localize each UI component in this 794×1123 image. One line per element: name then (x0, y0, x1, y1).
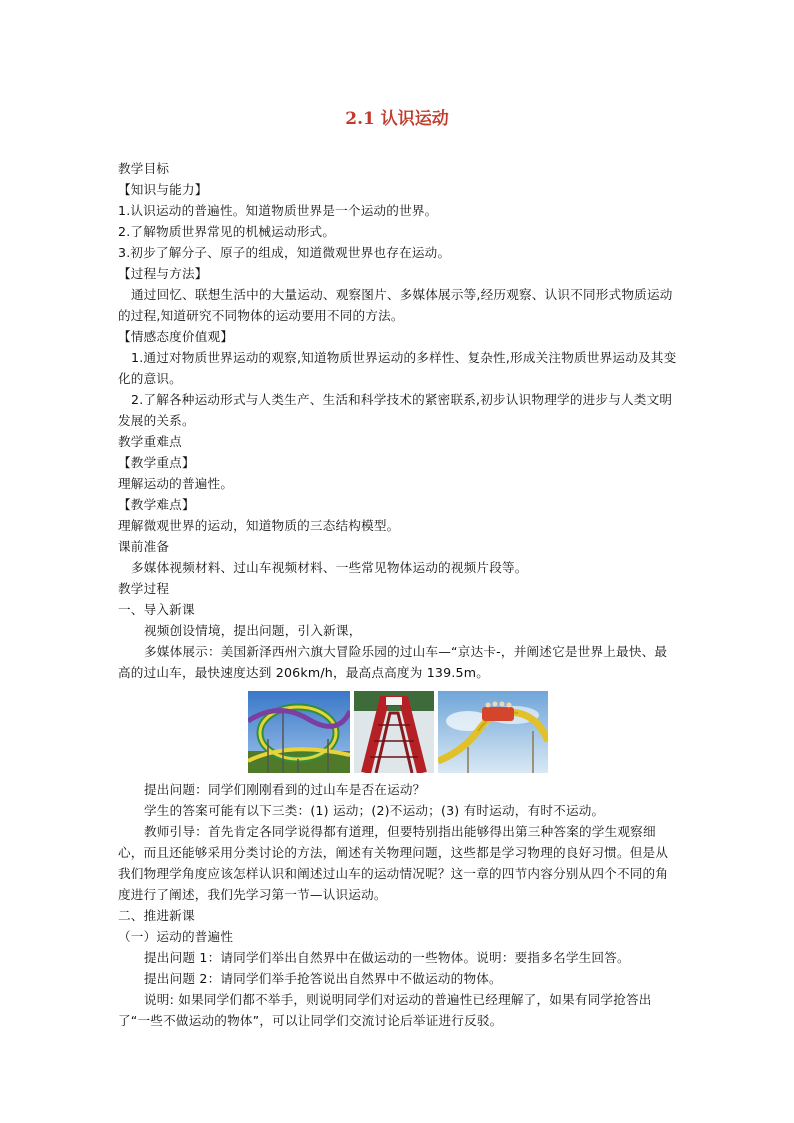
key-difficult-heading: 教学重难点 (118, 434, 182, 449)
process-text: 通过回忆、联想生活中的大量运动、观察图片、多媒体展示等,经历观察、认识不同形式物质运动的过程,知道研究不同物体的运动要用不同的方法。 (118, 287, 673, 323)
emotion-item: 2.了解各种运动形式与人类生产、生活和科学技术的紧密联系,初步认识物理学的进步与人类文明发展的关系。 (118, 392, 673, 428)
goals-heading: 教学目标 (118, 161, 170, 176)
key-text: 理解运动的普遍性。 (118, 476, 234, 491)
part1-heading: 一、导入新课 (118, 602, 195, 617)
roller-coaster-images (118, 691, 678, 773)
document-body (118, 158, 678, 1031)
prep-text: 多媒体视频材料、过山车视频材料、一些常见物体运动的视频片段等。 (131, 560, 528, 575)
process-main-heading: 教学过程 (118, 581, 170, 596)
process-heading: 【过程与方法】 (118, 266, 208, 281)
knowledge-item: 1.认识运动的普遍性。知道物质世界是一个运动的世界。 (118, 203, 438, 218)
roller-coaster-photo-1 (248, 691, 350, 773)
answers-text: 学生的答案可能有以下三类：(1) 运动；(2)不运动；(3) 有时运动，有时不运动。 (144, 803, 605, 818)
prep-heading: 课前准备 (118, 539, 170, 554)
emotion-heading: 【情感态度价值观】 (118, 329, 234, 344)
knowledge-heading: 【知识与能力】 (118, 182, 208, 197)
explain-text: 说明: 如果同学们都不举手，则说明同学们对运动的普遍性已经理解了，如果有同学抢答出了“一些不做运动的物体”，可以让同学们交流讨论后举证进行反驳。 (118, 992, 652, 1028)
knowledge-item: 3.初步了解分子、原子的组成，知道微观世界也存在运动。 (118, 245, 451, 260)
teacher-guide-text: 教师引导：首先肯定各同学说得都有道理，但要特别指出能够得出第三种答案的学生观察细心，而且还能够采用分类讨论的方法，阐述有关物理问题，这些都是学习物理的良好习惯。但是从我们物理学角度应该怎样认识和阐述过山车的运动情况呢？这一章的四节内容分别从四个不同的角度进行了阐述，我们先学习第一节—认识运动。 (118, 824, 669, 902)
part2-heading: 二、推进新课 (118, 908, 195, 923)
key-heading: 【教学重点】 (118, 455, 195, 470)
part1-line: 视频创设情境，提出问题，引入新课， (144, 623, 362, 638)
knowledge-item: 2.了解物质世界常见的机械运动形式。 (118, 224, 336, 239)
part1-multimedia: 多媒体展示：美国新泽西州六旗大冒险乐园的过山车—“京达卡-，并阐述它是世界上最快、最高的过山车，最快速度达到 206km/h，最高点高度为 139.5m。 (118, 644, 668, 680)
roller-coaster-photo-2 (354, 691, 434, 773)
difficult-heading: 【教学难点】 (118, 497, 195, 512)
question-2-text: 提出问题 2：请同学们举手抢答说出自然界中不做运动的物体。 (144, 971, 502, 986)
roller-coaster-photo-3 (438, 691, 548, 773)
emotion-item: 1.通过对物质世界运动的观察,知道物质世界运动的多样性、复杂性,形成关注物质世界运动及其变化的意识。 (118, 350, 677, 386)
page-title: 2.1 认识运动 (345, 109, 449, 129)
sub1-heading: （一）运动的普遍性 (118, 929, 234, 944)
question-text: 提出问题：同学们刚刚看到的过山车是否在运动？ (144, 782, 426, 797)
question-1-text: 提出问题 1：请同学们举出自然界中在做运动的一些物体。说明：要指多名学生回答。 (144, 950, 630, 965)
difficult-text: 理解微观世界的运动，知道物质的三态结构模型。 (118, 518, 400, 533)
